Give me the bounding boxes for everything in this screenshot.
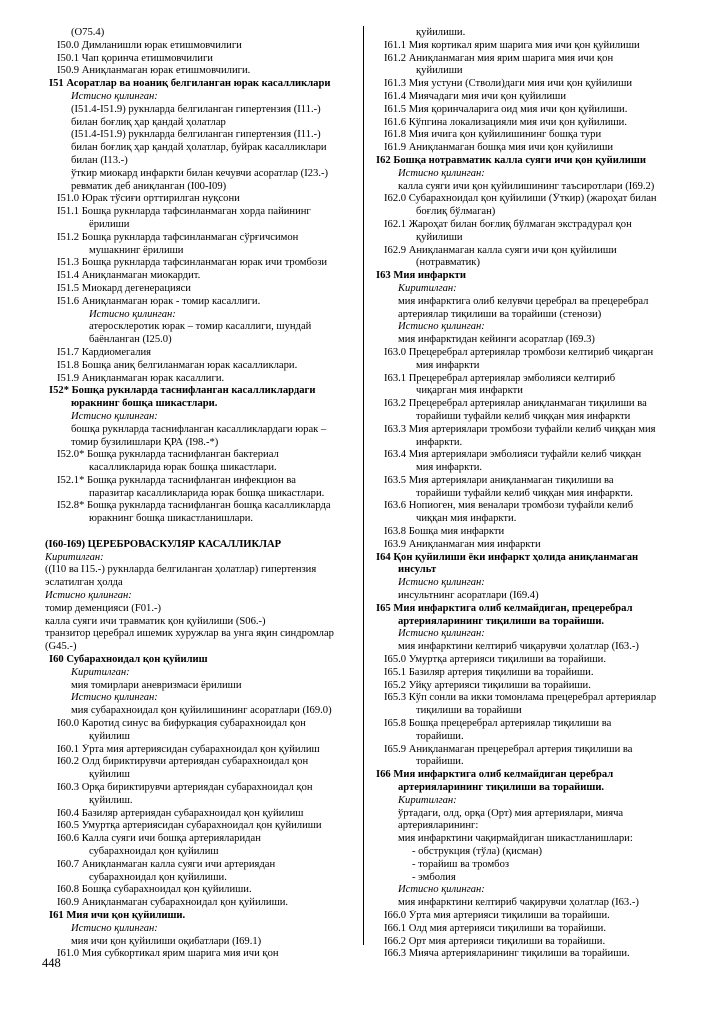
- text-line: Истисно қилинган:: [71, 692, 158, 704]
- text-line: I51.9 Аниқланмаган юрак касаллиги.: [57, 372, 225, 384]
- text-line: ўткир миокард инфаркти билан кечувчи асоратлар (I23.-): [71, 167, 329, 179]
- text-line: I51 Асоратлар ва ноаниқ белгиланган юрак касалликлари: [49, 78, 331, 90]
- text-line: транзитор церебрал ишемик хуружлар ва унга яқин синдромлар: [45, 628, 334, 640]
- text-line: I61.5 Мия қоринчаларига оид мия ичи қон қуйилиши.: [384, 103, 628, 115]
- text-line: I62 Бошқа нотравматик калла суяги ичи қон қуйилиши: [376, 154, 646, 166]
- text-line: қуйилиши: [416, 65, 463, 77]
- text-line: - обструкция (тўла) (қисман): [412, 846, 542, 857]
- text-line: I51.6 Аниқланмаган юрак - томир касаллиги.: [57, 295, 261, 307]
- text-line: калла суяги ичи травматик қон қуйилиши (S06.-): [45, 615, 266, 627]
- text-line: мия инфарктидан кейинги асоратлар (I69.3): [398, 334, 595, 346]
- text-line: I61.4 Миячадаги мия ичи қон қуйилиши: [384, 90, 566, 102]
- text-line: I50.1 Чап қоринча етишмовчилиги: [57, 52, 213, 64]
- text-line: I66.0 Ўрта мия артерияси тиқилиши ва торайиши.: [384, 909, 610, 921]
- text-line: Истисно қилинган:: [45, 590, 132, 602]
- right-column: [372, 27, 690, 961]
- text-line: ревматик деб аниқланган (I00-I09): [71, 180, 227, 192]
- text-line: I51.1 Бошқа рукнларда тафсинланмаган хорда пайининг: [57, 206, 311, 218]
- text-line: I63.5 Мия артериялари аниқланмаган тиқилиши ва: [384, 474, 614, 486]
- text-line: I62.0 Субарахноидал қон қуйилиши (Ўткир) (жароҳат билан: [384, 193, 657, 205]
- text-line: ўртадаги, олд, орқа (Орт) мия артериялари, мияча: [398, 807, 624, 819]
- text-line: қуйилиши: [416, 231, 463, 243]
- text-line: I51.2 Бошқа рукнларда тафсинланмаган сўрғичсимон: [57, 231, 299, 243]
- text-line: қуйилиш: [89, 730, 130, 742]
- text-line: I63.3 Мия артериялари тромбози туфайли келиб чиққан мия: [384, 423, 656, 435]
- text-line: артерияларининг тиқилиши ва торайиши.: [398, 615, 605, 627]
- text-line: Истисно қилинган:: [398, 167, 485, 179]
- text-line: I60.8 Бошқа субарахноидал қон қуйилиши.: [57, 884, 252, 896]
- text-line: Истисно қилинган:: [398, 577, 485, 589]
- text-line: инсультнинг асоратлари (I69.4): [398, 590, 539, 602]
- text-line: I60.1 Ўрта мия артериясидан субарахноидал қон қуйилиш: [57, 743, 320, 755]
- text-line: баёнланган (I25.0): [89, 334, 172, 346]
- text-line: I51.3 Бошқа рукнларда тафсинланмаган юрак ичи тромбози: [57, 257, 328, 269]
- text-line: I62.9 Аниқланмаган калла суяги ичи қон қуйилиши: [384, 244, 617, 256]
- text-line: ёрилиши: [89, 218, 130, 230]
- text-line: томир деменцияси (F01.-): [45, 602, 162, 614]
- text-line: билан боғлиқ ҳар қандай ҳолатлар, буйрак касалликлари: [71, 142, 327, 154]
- text-line: I63.9 Аниқланмаган мия инфаркти: [384, 538, 541, 550]
- text-line: (I60-I69) ЦЕРЕБРОВАСКУЛЯР КАСАЛЛИКЛАР: [45, 538, 282, 550]
- text-line: артерияларининг тиқилиши ва торайиши.: [398, 782, 605, 794]
- text-line: I63.1 Прецеребрал артериялар эмболияси келтириб: [384, 372, 616, 384]
- text-line: I63 Мия инфаркти: [376, 270, 466, 282]
- text-line: I61.8 Мия ичига қон қуйилишининг бошқа тури: [384, 129, 602, 141]
- blank-line: [45, 526, 361, 539]
- text-line: артерияларининг:: [398, 820, 479, 832]
- column-divider: [363, 26, 364, 945]
- text-line: (I51.4-I51.9) рукнларда белгиланган гипертензия (I11.-): [71, 129, 321, 141]
- text-line: мушакнинг ёрилиши: [89, 244, 184, 256]
- text-line: I65.9 Аниқланмаган прецеребрал артерия тиқилиши ва: [384, 743, 633, 755]
- text-line: билан боғлиқ ҳар қандай ҳолатлар: [71, 116, 226, 128]
- text-line: I63.6 Нопиоген, мия веналари тромбози туфайли келиб: [384, 500, 634, 512]
- text-line: Истисно қилинган:: [398, 628, 485, 640]
- text-line: калла суяги ичи қон қуйилишининг таъсиротлари (I69.2): [398, 180, 655, 192]
- text-line: I65.1 Базиляр артерия тиқилиши ва торайиши.: [384, 666, 594, 678]
- text-line: I65.0 Умуртқа артерияси тиқилиши ва торайиши.: [384, 654, 606, 666]
- text-line: I52* Бошқа рукнларда таснифланган касалликлардаги: [49, 385, 316, 397]
- text-line: I65.3 Кўп сонли ва икки томонлама прецеребрал артериялар: [384, 692, 657, 704]
- text-line: чиққан мия инфаркти.: [416, 513, 517, 525]
- text-line: I50.9 Аниқланмаган юрак етишмовчилиги.: [57, 65, 251, 77]
- text-line: паразитар касалликларида юрак бошқа шикастлари.: [89, 487, 325, 499]
- text-line: мия субарахноидал қон қуйилишининг асоратлари (I69.0): [71, 705, 332, 717]
- text-line: томир бузилишлари ҚРА (I98.-*): [71, 436, 219, 448]
- text-line: I61.1 Мия кортикал ярим шарига мия ичи қон қуйилиши: [384, 39, 640, 51]
- text-line: (нотравматик): [416, 257, 480, 269]
- text-line: торайиши.: [416, 730, 464, 742]
- text-line: I61.3 Мия устуни (Стволи)даги мия ичи қон қуйилиши: [384, 78, 633, 90]
- text-line: чиқарган мия инфаркти: [416, 385, 523, 397]
- text-line: Истисно қилинган:: [89, 308, 176, 320]
- text-line: I66 Мия инфарктига олиб келмайдиган церебрал: [376, 769, 614, 781]
- text-line: I61.2 Аниқланмаган мия ярим шарига мия ичи қон: [384, 52, 614, 64]
- text-line: I60.9 Аниқланмаган субарахноидал қон қуйилиши.: [57, 897, 289, 909]
- text-line: субарахноидал қон қуйилиш: [89, 846, 219, 857]
- text-line: мия инфаркти: [416, 359, 480, 371]
- text-line: I60.4 Базиляр артериядан субарахноидал қон қуйилиш: [57, 807, 304, 819]
- text-line: I60.7 Аниқланмаган калла суяги ичи артериядан: [57, 858, 276, 870]
- text-line: I66.3 Мияча артерияларининг тиқилиши ва торайиши.: [384, 948, 630, 960]
- text-line: I61 Мия ичи қон қуйилиши.: [49, 909, 186, 921]
- text-line: I60.0 Каротид синус ва бифуркация субарахноидал қон: [57, 718, 306, 730]
- text-line: I60.3 Орқа бириктирувчи артериядан субарахноидал қон: [57, 782, 313, 794]
- text-line: Истисно қилинган:: [71, 922, 158, 934]
- text-line: торайиши туфайли келиб чиққан мия инфаркти.: [416, 487, 633, 499]
- text-line: I51.5 Миокард дегенерацияси: [57, 282, 191, 294]
- text-line: I64 Қон қуйилиши ёки инфаркт ҳолида аниқланмаган: [376, 551, 639, 563]
- text-line: I51.8 Бошқа аниқ белгиланмаган юрак касалликлари.: [57, 359, 298, 371]
- text-line: эслатилган ҳолда: [45, 577, 123, 589]
- text-line: I51.4 Аниқланмаган миокардит.: [57, 270, 201, 282]
- text-line: I65 Мия инфарктига олиб келмайдиган, прецеребрал: [376, 602, 633, 614]
- text-line: I63.0 Прецеребрал артериялар тромбози келтириб чиқарган: [384, 346, 654, 358]
- text-line: торайиши туфайли келиб чиққан мия инфаркти: [416, 410, 631, 422]
- text-line: I52.8* Бошқа рукнларда таснифланган бошқа касалликларда: [57, 500, 331, 512]
- text-line: I65.2 Уйқу артерияси тиқилиши ва торайиши.: [384, 679, 591, 691]
- text-line: (O75.4): [71, 27, 105, 38]
- text-line: (G45.-): [45, 641, 77, 653]
- text-line: I60 Субарахноидал қон қуйилиш: [49, 654, 208, 666]
- text-line: I52.0* Бошқа рукнларда таснифланган бактериал: [57, 449, 279, 461]
- text-line: I52.1* Бошқа рукнларда таснифланган инфекцион ва: [57, 474, 296, 486]
- text-line: I63.8 Бошқа мия инфаркти: [384, 526, 505, 538]
- text-line: касалликларида юрак бошқа шикастлари.: [89, 462, 277, 474]
- text-line: инсульт: [398, 564, 437, 576]
- text-line: (I51.4-I51.9) рукнларда белгиланган гипертензия (I11.-): [71, 103, 321, 115]
- text-line: I66.1 Олд мия артерияси тиқилиши ва торайиши.: [384, 922, 606, 934]
- text-line: мия инфарктини чақирмайдиган шикастланишлари:: [398, 833, 633, 845]
- text-line: қуйилиш: [89, 769, 130, 781]
- text-line: Киритилган:: [45, 551, 104, 563]
- text-line: I60.2 Олд бириктирувчи артериядан субарахноидал қон: [57, 756, 309, 768]
- text-line: Киритилган:: [71, 666, 130, 678]
- text-line: мия инфарктини келтириб чиқарувчи ҳолатлар (I63.-): [398, 641, 639, 653]
- text-line: билан (I13.-): [71, 154, 128, 166]
- text-line: Истисно қилинган:: [398, 321, 485, 333]
- text-line: қуйилиши.: [416, 27, 466, 38]
- page-number: 448: [42, 956, 61, 970]
- text-line: атеросклеротик юрак – томир касаллиги, шундай: [89, 321, 312, 333]
- text-line: I66.2 Орт мия артерияси тиқилиши ва торайиши.: [384, 935, 606, 947]
- text-line: Киритилган:: [398, 282, 457, 294]
- text-line: I51.7 Кардиомегалия: [57, 346, 152, 358]
- text-line: Истисно қилинган:: [398, 884, 485, 896]
- text-line: - торайиш ва тромбоз: [412, 858, 510, 870]
- text-line: I60.6 Калла суяги ичи бошқа артерияларидан: [57, 833, 261, 845]
- text-line: мия томирлари аневризмаси ёрилиши: [71, 679, 242, 691]
- text-line: - эмболия: [412, 871, 456, 883]
- text-line: I60.5 Умуртқа артериясидан субарахноидал қон қуйилиши: [57, 820, 322, 832]
- text-line: торайиши.: [416, 756, 464, 768]
- text-line: қуйилиш.: [89, 794, 133, 806]
- text-line: I63.2 Прецеребрал артериялар аниқланмаган тиқилиши ва: [384, 398, 647, 410]
- text-line: Киритилган:: [398, 794, 457, 806]
- text-line: инфаркти.: [416, 436, 463, 448]
- left-column: [45, 27, 361, 961]
- text-line: бошқа рукнларда таснифланган касалликлардаги юрак –: [71, 423, 327, 435]
- text-line: юракнинг бошқа шикастлари.: [71, 398, 218, 410]
- text-line: мия инфарктини келтириб чақирувчи ҳолатлар (I63.-): [398, 897, 639, 909]
- text-line: I63.4 Мия артериялари эмболияси туфайли келиб чиққан: [384, 449, 642, 461]
- text-line: I62.1 Жароҳат билан боғлиқ бўлмаган экстрадурал қон: [384, 218, 632, 230]
- text-line: боғлиқ бўлмаган): [416, 206, 496, 218]
- text-line: артериялар тиқилиши ва торайиши (стенози): [398, 308, 602, 320]
- text-line: I51.0 Юрак тўсиғи орттирилган нуқсони: [57, 193, 240, 205]
- text-line: юракнинг бошқа шикастланишлари.: [89, 513, 254, 525]
- text-line: Истисно қилинган:: [71, 90, 158, 102]
- text-line: тиқилиши ва торайиши: [416, 705, 522, 717]
- text-line: мия ичи қон қуйилиши оқибатлари (I69.1): [71, 935, 262, 947]
- text-line: I61.9 Аниқланмаган бошқа мия ичи қон қуйилиши: [384, 142, 614, 154]
- text-line: ((I10 ва I15.-) рукнларда белгиланган ҳолатлар) гипертензия: [45, 564, 317, 576]
- text-line: I65.8 Бошқа прецеребрал артериялар тиқилиши ва: [384, 718, 612, 730]
- text-line: I61.6 Кўпгина локализацияли мия ичи қон қуйилиши.: [384, 116, 627, 128]
- text-line: Истисно қилинган:: [71, 410, 158, 422]
- text-line: I61.0 Мия субкортикал ярим шарига мия ичи қон: [57, 948, 279, 960]
- text-line: субарахноидал қон қуйилиши.: [89, 871, 227, 883]
- text-line: мия инфаркти.: [416, 462, 483, 474]
- text-line: мия инфарктига олиб келувчи церебрал ва прецеребрал: [398, 295, 649, 307]
- text-line: I50.0 Димланишли юрак етишмовчилиги: [57, 39, 242, 51]
